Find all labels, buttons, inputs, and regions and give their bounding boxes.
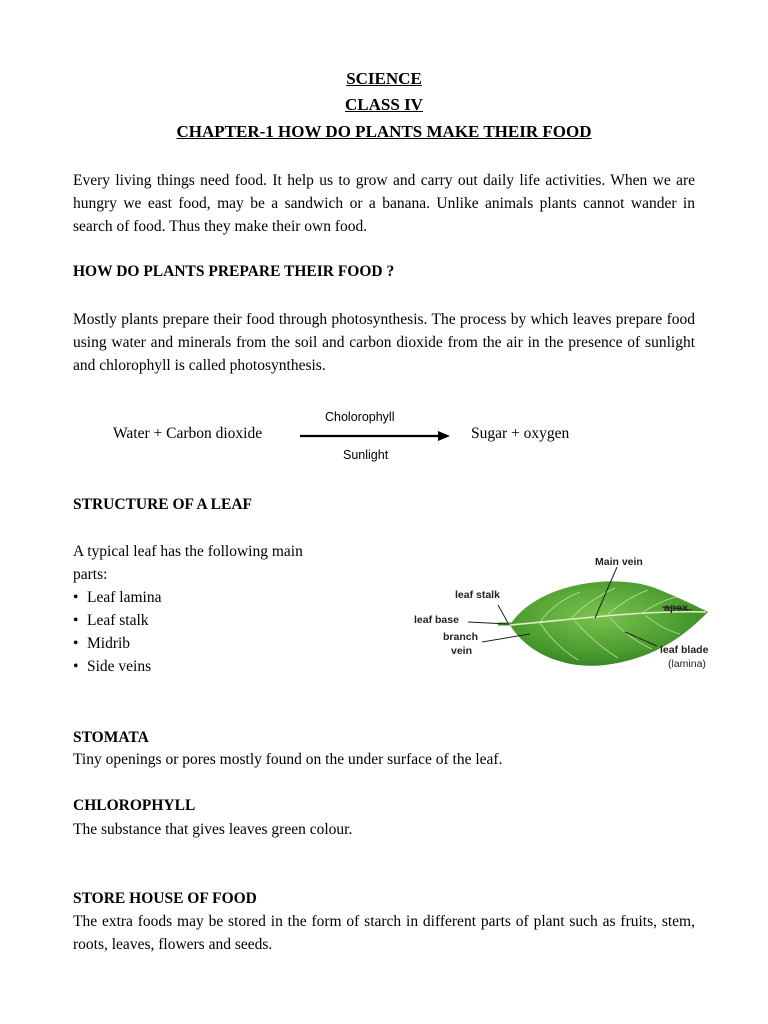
structure-intro-line2: parts: — [73, 566, 108, 583]
prepare-heading: HOW DO PLANTS PREPARE THEIR FOOD ? — [73, 263, 395, 280]
list-item: • Side veins — [73, 658, 152, 675]
equation-products: Sugar + oxygen — [471, 425, 570, 442]
stomata-text: Tiny openings or pores mostly found on the under surface of the leaf. — [73, 751, 503, 768]
chapter-title: CHAPTER-1 HOW DO PLANTS MAKE THEIR FOOD — [176, 122, 592, 141]
chlorophyll-heading: CHLOROPHYLL — [73, 797, 196, 814]
class-title: CLASS IV — [345, 95, 423, 114]
structure-intro — [73, 540, 303, 678]
list-item: • Leaf lamina — [73, 589, 162, 606]
structure-heading: STRUCTURE OF A LEAF — [73, 496, 252, 513]
equation-condition: Sunlight — [343, 448, 389, 462]
list-item: • Leaf stalk — [73, 612, 149, 629]
stomata-heading: STOMATA — [73, 729, 149, 746]
intro-paragraph: Every living things need food. It help us to grow and carry out daily life activities. When we are hungry we east food, may be a sandwich or a banana. Unlike animals plants cannot wander in search of food. Thus they make their own food. — [73, 172, 695, 235]
structure-intro-line1: A typical leaf has the following main — [73, 543, 303, 560]
chlorophyll-text: The substance that gives leaves green colour. — [73, 821, 353, 838]
store-text: The extra foods may be stored in the form of starch in different parts of plant such as fruits, stem, roots, leaves, flowers and seeds. — [73, 913, 695, 953]
label-main-vein: Main vein — [595, 556, 643, 568]
label-vein: vein — [451, 645, 473, 657]
equation-reactants: Water + Carbon dioxide — [113, 425, 263, 442]
label-leaf-base: leaf base — [414, 614, 459, 626]
label-leaf-blade: leaf blade — [660, 644, 709, 656]
subject-title: SCIENCE — [346, 69, 422, 88]
label-lamina: (lamina) — [668, 658, 706, 670]
label-apex: apex — [664, 602, 688, 614]
prepare-paragraph: Mostly plants prepare their food through photosynthesis. The process by which leaves prepare food using water and minerals from the soil and carbon dioxide from the air in the presence of sunlight and chlorophyll is called photosynthesis. — [73, 311, 695, 374]
store-heading: STORE HOUSE OF FOOD — [73, 890, 257, 907]
list-item: • Midrib — [73, 635, 131, 652]
leaf-parts-list — [73, 586, 303, 678]
reaction-arrow — [300, 428, 452, 444]
label-branch: branch — [443, 631, 479, 643]
leaf-diagram — [410, 550, 730, 675]
equation-catalyst: Cholorophyll — [325, 410, 395, 424]
label-leaf-stalk: leaf stalk — [455, 589, 500, 601]
